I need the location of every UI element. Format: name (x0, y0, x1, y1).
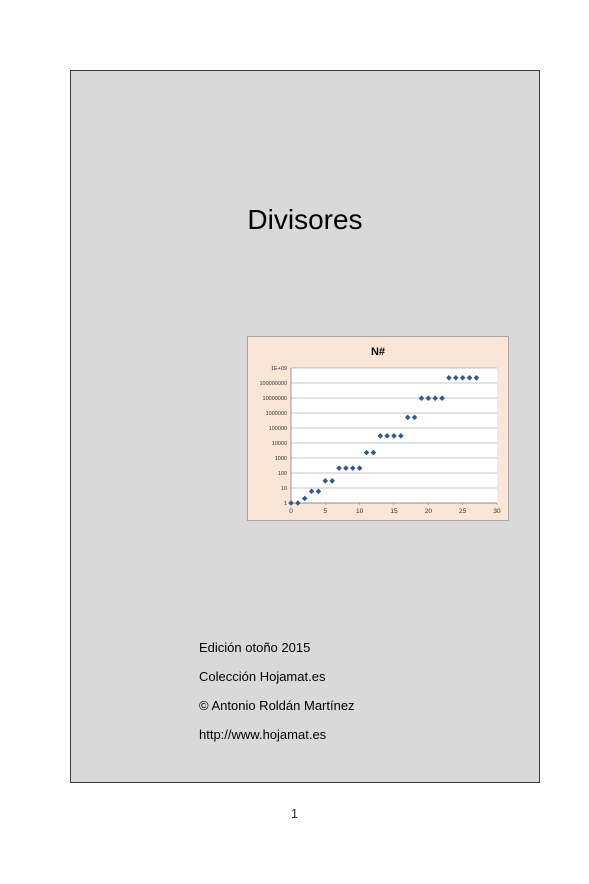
document-title: Divisores (247, 204, 363, 235)
x-tick-label: 10 (356, 508, 364, 515)
y-tick-label: 1 (283, 501, 287, 507)
x-tick-label: 5 (323, 508, 328, 515)
y-tick-label: 10000 (271, 441, 287, 447)
page-number: 1 (290, 806, 299, 821)
website-link[interactable]: http://www.hojamat.es (199, 727, 327, 742)
cover-chart (247, 336, 509, 521)
y-tick-label: 10 (280, 486, 287, 492)
chart-title: N# (370, 346, 386, 358)
edition-text: Edición otoño 2015 (199, 640, 311, 655)
y-tick-label: 100000000 (259, 381, 287, 387)
collection-text: Colección Hojamat.es (199, 669, 326, 684)
y-tick-label: 1000 (274, 456, 287, 462)
y-tick-label: 100 (277, 471, 287, 477)
author-text: © Antonio Roldán Martínez (199, 698, 355, 713)
y-tick-label: 1000000 (265, 411, 287, 417)
x-tick-label: 15 (390, 508, 398, 515)
x-tick-label: 0 (289, 508, 293, 515)
cover-page (70, 70, 540, 783)
x-tick-label: 30 (493, 508, 501, 515)
y-tick-label: 1E+09 (270, 366, 287, 372)
chart-svg (247, 336, 509, 521)
x-tick-label: 25 (459, 508, 467, 515)
x-tick-label: 20 (424, 508, 432, 515)
y-tick-label: 100000 (268, 426, 287, 432)
y-tick-label: 10000000 (262, 396, 287, 402)
